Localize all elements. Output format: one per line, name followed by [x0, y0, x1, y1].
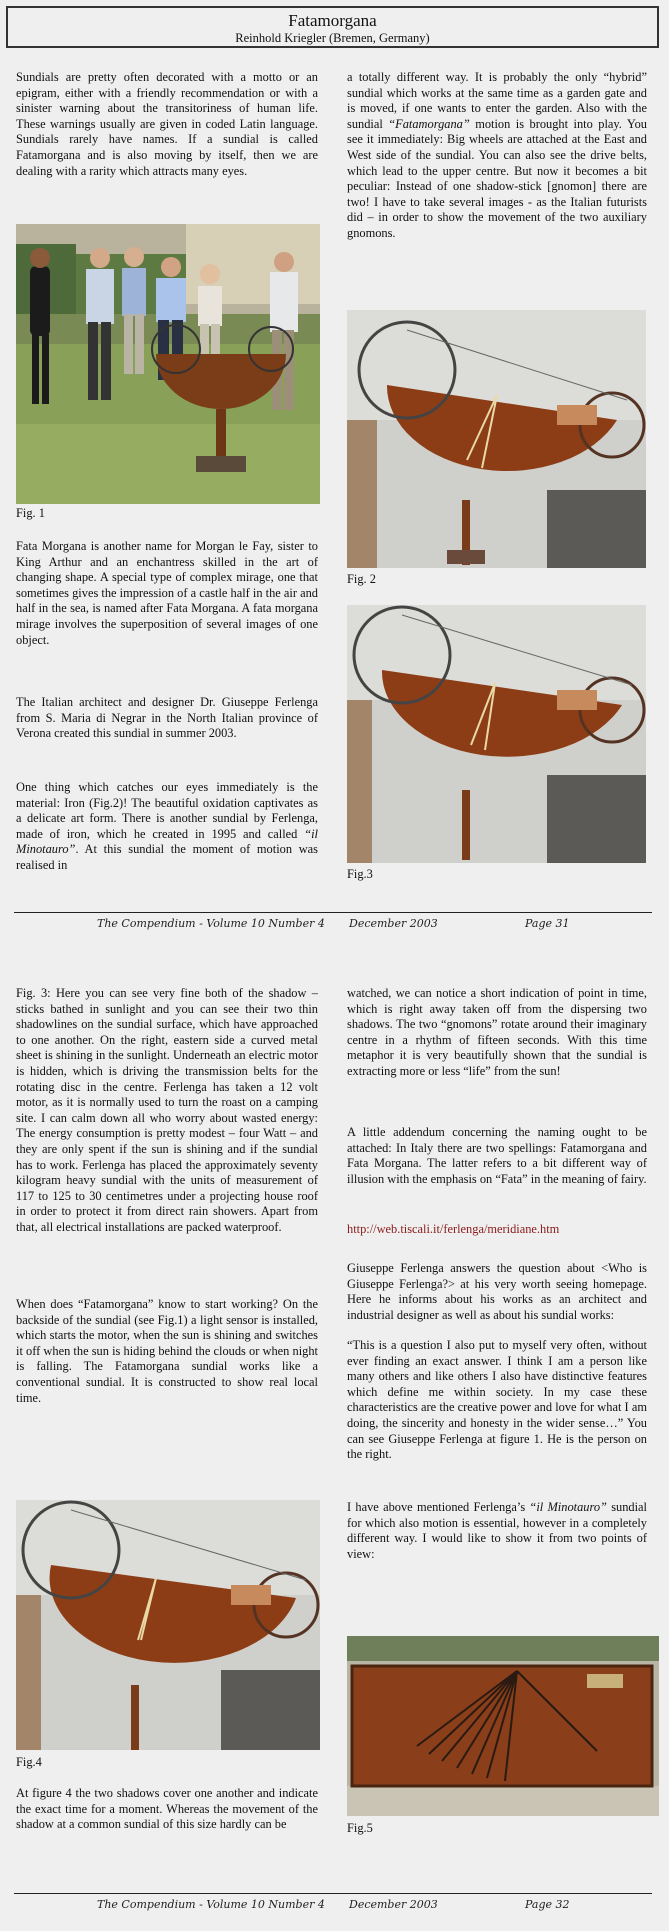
footer-journal-page32: The Compendium - Volume 10 Number 4	[97, 1898, 325, 1911]
footer-page-number-32: Page 32	[525, 1898, 570, 1911]
page31-right-p1-b: motion is brought into play. You see it immediately: Big wheels are attached at the East and West side of the sundial. You can also see the drive belts, which lead to the upper centre. But now it becomes a bit peculiar: Instead of one shadow-stick [gnomon] there are two! I have to take several images - as the Italian futurists did – in order to show the movement of the two auxiliary gnomons.	[347, 116, 648, 240]
ferlenga-homepage-link[interactable]: http://web.tiscali.it/ferlenga/meridiane.htm	[347, 1222, 560, 1236]
fig3-caption: Fig.3	[347, 867, 373, 881]
minotauro-title-2: “il Minotauro”	[529, 1500, 607, 1514]
fatamorgana-title: “Fatamorgana”	[388, 116, 470, 131]
footer-rule-page31	[14, 912, 652, 913]
page31-right-p1-a: a totally different way. It is probably the only “hybrid” sundial which works at the same time as a garden gate and is moved, if one wants to enter the garden. Also with the sundial	[347, 70, 647, 131]
fig4-photo	[16, 1500, 320, 1750]
page32-right-paragraph-5	[347, 1500, 647, 1562]
title-box	[6, 6, 659, 48]
page31-left-paragraph-3: The Italian architect and designer Dr. Giuseppe Ferlenga from S. Maria di Negrar in the North Italian province of Verona created this sundial in summer 2003.	[16, 695, 318, 741]
page32-right-p5-a: I have above mentioned Ferlenga’s	[347, 1500, 530, 1514]
footer-date-page32: December 2003	[349, 1898, 438, 1911]
page32-right-paragraph-2: A little addendum concerning the naming ought to be attached: In Italy there are two spellings: Fatamorgana and Fata Morgana. The latter refers to a bit different way of illusion with the emphasis on “Fata” in the meaning of fairy.	[347, 1125, 647, 1186]
fig2-photo	[347, 310, 646, 568]
page32-left-paragraph-3: At figure 4 the two shadows cover one another and indicate the exact time for a moment. Whereas the movement of the shadow at a common sundial of this size hardly can be	[16, 1786, 318, 1832]
page32-left-paragraph-1: Fig. 3: Here you can see very fine both of the shadow – sticks bathed in sunlight and you can see their two thin shadowlines on the sundial surface, which have approached to one another. On the right, eastern side a curved metal sheet is shining in the sunlight. Underneath an electric motor is hidden, which is driving the transmission belts for the rotating disc in the centre. Ferlenga has taken a 12 volt motor, as it is normally used to turn the roast on a camping site. I can calm down all who worry about wasted energy: The energy consumption is pretty modest – four Watt – and they are only spent if the sun is shining and if the sundial has to work. Ferlenga has placed the approximately seventy kilogram heavy sundial with the units of measurement of 117 to 125 to 30 centimetres under a projecting house roof in order to protect it from direct rain showers. Apart from that, all electrical installations are packed waterproof.	[16, 986, 318, 1234]
page32-left-paragraph-2: When does “Fatamorgana” know to start working? On the backside of the sundial (see Fig.1) a light sensor is installed, which starts the motor, when the sun is shining and switches it off when the sun is hiding behind the clouds or when night is falling. The Fatamorgana sundial works like a conventional sundial. It is constructed to show real local time.	[16, 1297, 318, 1405]
page32-right-paragraph-1: watched, we can notice a short indication of point in time, which is right away taken off from the dispersing two shadows. The two “gnomons” rotate around their imaginary centre in a rhythm of fifteen seconds. With this time metaphor it is very beautifully shown that the sundial is extracting more or less “life” from the sun!	[347, 986, 647, 1078]
fig5-caption: Fig.5	[347, 1821, 373, 1835]
footer-page-number-31: Page 31	[525, 917, 570, 930]
footer-date-page31: December 2003	[349, 917, 438, 930]
page31-left-paragraph-4	[16, 780, 318, 874]
page32-right-p5-b: sundial for which also motion is essential, however in a completely different way. I would like to show it from two points of view:	[347, 1500, 647, 1561]
fig4-caption: Fig.4	[16, 1755, 42, 1769]
fig1-photo	[16, 224, 320, 504]
page32-right-paragraph-3: Giuseppe Ferlenga answers the question about <Who is Giuseppe Ferlenga?> at his very worth seeing homepage. Here he informs about his works as an architect and industrial designer as well as about his sundial works:	[347, 1261, 647, 1322]
page32-homepage-link-paragraph	[347, 1222, 647, 1238]
footer-rule-page32	[14, 1893, 652, 1894]
fig1-caption: Fig. 1	[16, 506, 45, 520]
page31-left-paragraph-2: Fata Morgana is another name for Morgan le Fay, sister to King Arthur and an enchantress skilled in the art of changing shape. A special type of complex mirage, one that sometimes gives the impression of a castle half in the air and half in the sea, is named after Fata Morgana. A fata morgana mirage involves the superposition of several images of one object.	[16, 539, 318, 647]
footer-journal-page31: The Compendium - Volume 10 Number 4	[97, 917, 325, 930]
minotauro-title: “il Minotauro”	[16, 826, 318, 857]
fig5-photo	[347, 1636, 659, 1816]
page31-right-paragraph-1	[347, 70, 647, 242]
article-title: Fatamorgana	[288, 11, 377, 30]
page31-left-p4-a: One thing which catches our eyes immediately is the material: Iron (Fig.2)! The beautiful oxidation captivates as a delicate art form. There is another sundial by Ferlenga, made of iron, which he created in 1995 and called	[16, 780, 318, 841]
page31-left-p4-b: . At this sundial the moment of motion was realised in	[16, 842, 318, 872]
fig2-caption: Fig. 2	[347, 572, 376, 586]
article-author: Reinhold Kriegler (Bremen, Germany)	[235, 31, 430, 45]
fig3-photo	[347, 605, 646, 863]
page32-right-paragraph-4: “This is a question I also put to myself very often, without ever finding an exact answer. I think I am a person like many others and like others I also have distinctive features which define me within society. In my case these characteristics are the creative power and love for what I am doing, the sincerity and honesty in the wider sense…” You can see Giuseppe Ferlenga at figure 1. He is the person on the right.	[347, 1338, 647, 1462]
page31-left-paragraph-1: Sundials are pretty often decorated with a motto or an epigram, either with a friendly recommendation or with a sinister warning about the transitoriness of human life. These warnings usually are given in coded Latin language. Sundials rarely have names. If a sundial is called Fatamorgana and is also moving by itself, then we are dealing with a rarity which attracts many eyes.	[16, 70, 318, 178]
